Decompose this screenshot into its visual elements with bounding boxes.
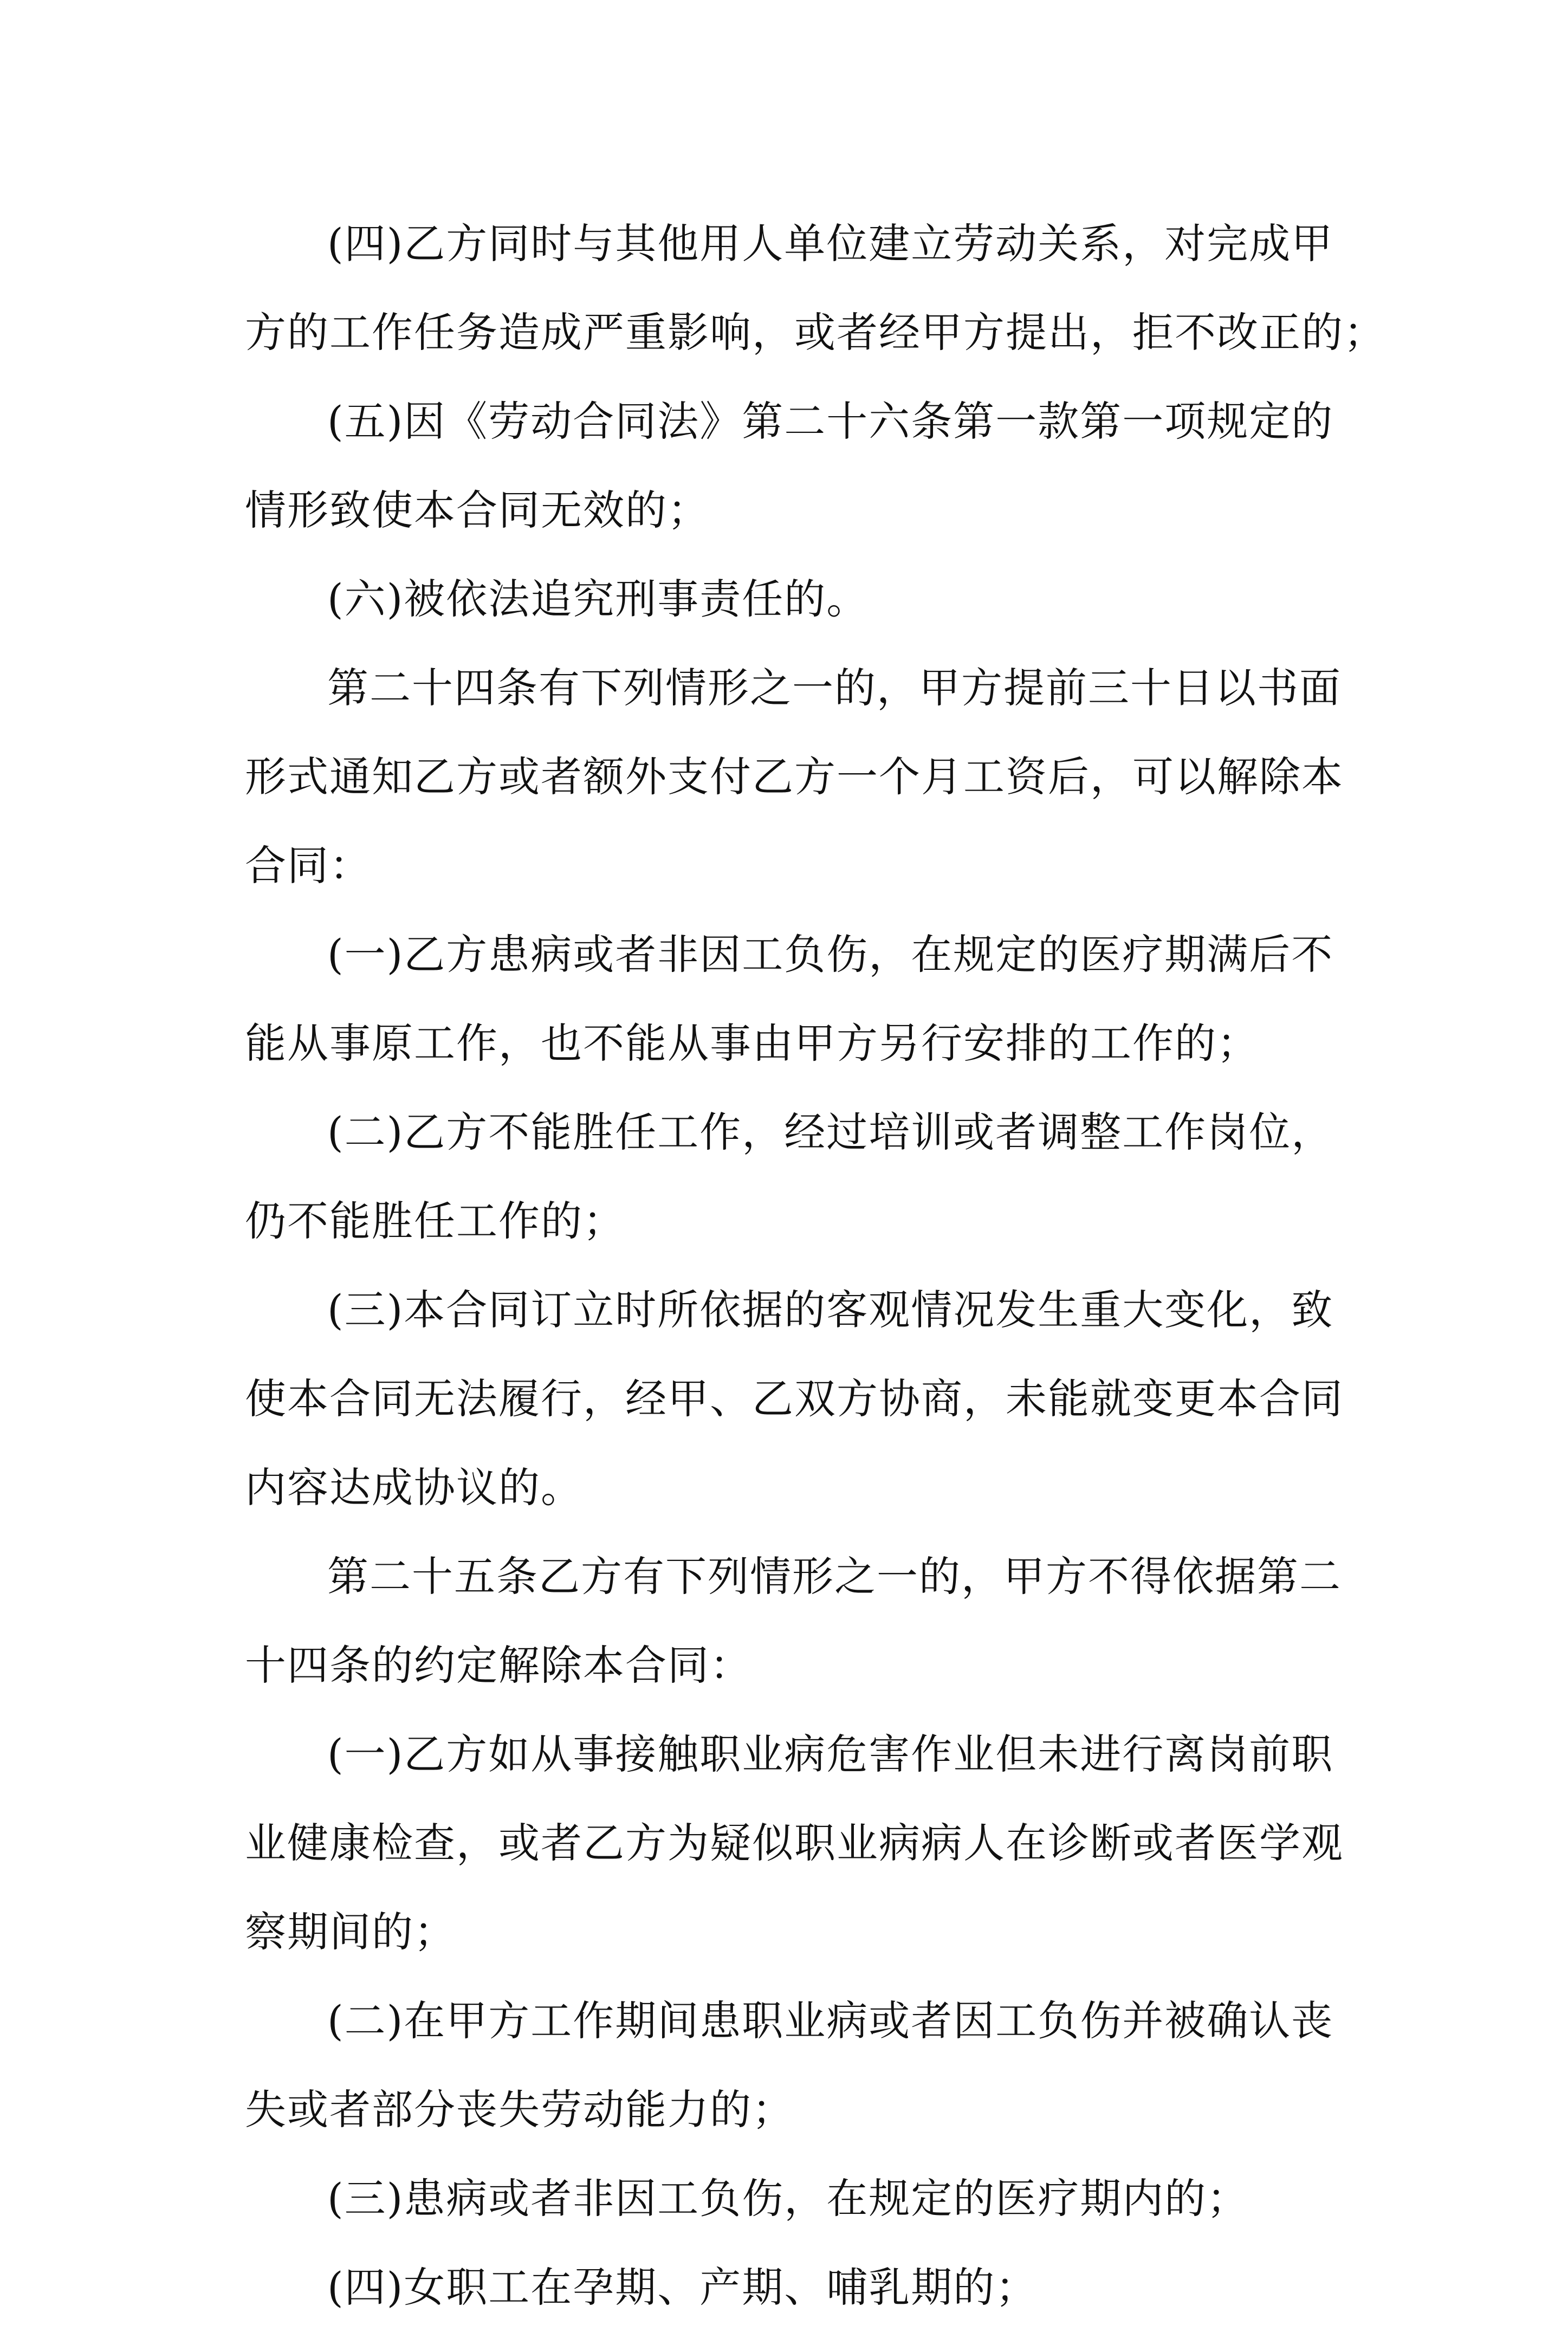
text-line: 仍不能胜任工作的； bbox=[245, 1197, 625, 1245]
text-line: 情形致使本合同无效的； bbox=[245, 486, 710, 534]
text-line: 使本合同无法履行，经甲、乙双方协商，未能就变更本合同 bbox=[245, 1375, 1344, 1423]
text-line: (一)乙方如从事接触职业病危害作业但未进行离岗前职 bbox=[327, 1730, 1334, 1778]
text-line: 内容达成协议的。 bbox=[245, 1463, 583, 1512]
text-line: 失或者部分丧失劳动能力的； bbox=[245, 2085, 794, 2134]
text-line: 第二十四条有下列情形之一的，甲方提前三十日以书面 bbox=[327, 664, 1342, 712]
text-line: 十四条的约定解除本合同： bbox=[245, 1641, 752, 1689]
text-line: (五)因《劳动合同法》第二十六条第一款第一项规定的 bbox=[327, 397, 1334, 445]
text-line: (二)在甲方工作期间患职业病或者因工负伤并被确认丧 bbox=[327, 1997, 1334, 2045]
text-line: 合同： bbox=[245, 841, 372, 890]
text-line: 业健康检查，或者乙方为疑似职业病病人在诊断或者医学观 bbox=[245, 1819, 1344, 1867]
text-line: 形式通知乙方或者额外支付乙方一个月工资后，可以解除本 bbox=[245, 753, 1344, 801]
text-line: (三)患病或者非因工负伤，在规定的医疗期内的； bbox=[327, 2174, 1249, 2223]
text-line: (三)本合同订立时所依据的客观情况发生重大变化，致 bbox=[327, 1286, 1334, 1334]
text-line: 第二十五条乙方有下列情形之一的，甲方不得依据第二 bbox=[327, 1552, 1342, 1601]
text-line: 方的工作任务造成严重影响，或者经甲方提出，拒不改正的； bbox=[245, 308, 1386, 357]
text-line: 能从事原工作，也不能从事由甲方另行安排的工作的； bbox=[245, 1019, 1259, 1067]
text-line: (六)被依法追究刑事责任的。 bbox=[327, 575, 869, 623]
text-line: (四)乙方同时与其他用人单位建立劳动关系，对完成甲 bbox=[327, 219, 1334, 268]
document-body bbox=[245, 199, 1386, 2332]
text-line: (四)女职工在孕期、产期、哺乳期的； bbox=[327, 2263, 1038, 2311]
text-line: 察期间的； bbox=[245, 1908, 456, 1956]
text-line: (一)乙方患病或者非因工负伤，在规定的医疗期满后不 bbox=[327, 930, 1334, 979]
text-line: (二)乙方不能胜任工作，经过培训或者调整工作岗位， bbox=[327, 1108, 1334, 1156]
